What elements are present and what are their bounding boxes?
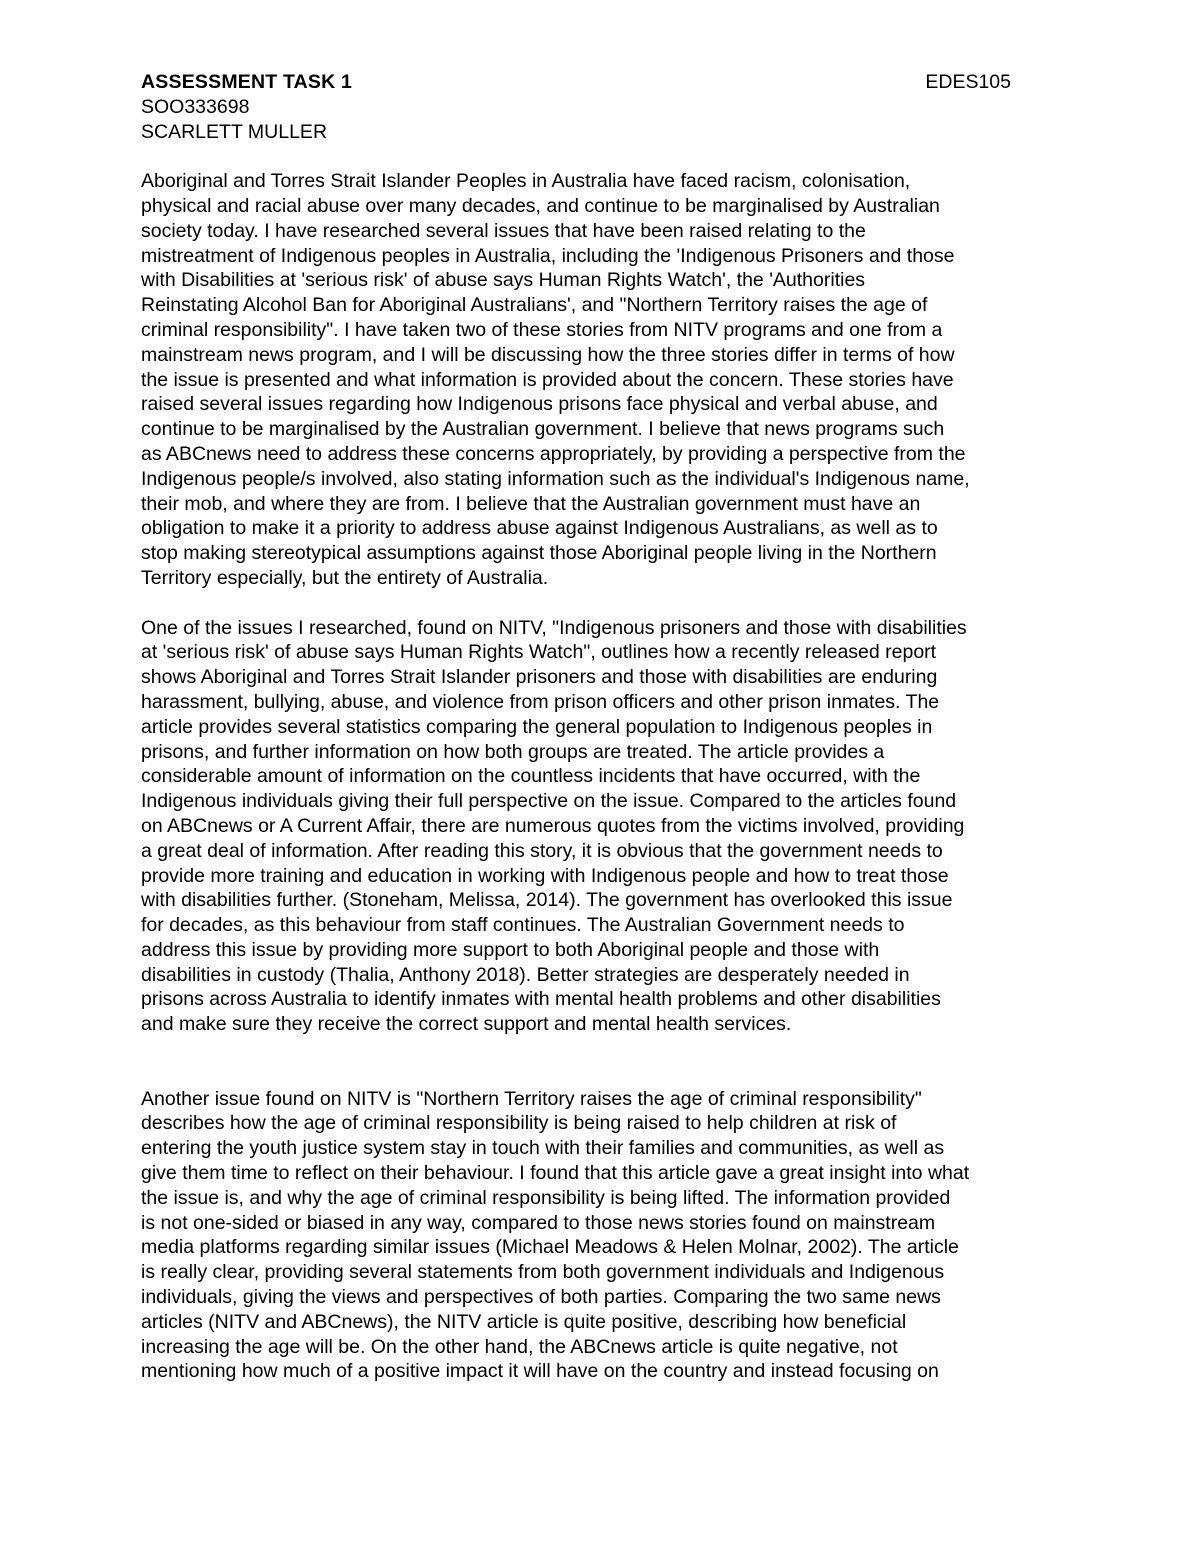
spacer: [141, 591, 1063, 616]
document-header: [141, 70, 1011, 95]
assessment-title: ASSESSMENT TASK 1: [141, 71, 353, 93]
course-code: EDES105: [925, 71, 1011, 93]
paragraph-intro: Aboriginal and Torres Strait Islander Peoples in Australia have faced racism, colonisation, physical and racial abuse over many decades, and continue to be marginalised by Australian society today. I have researched several issues that have been raised relating to the mistreatment of Indigenous peoples in Australia, including the 'Indigenous Prisoners and those with Disabilities at 'serious risk' of abuse says Human Rights Watch', the 'Authorities Reinstating Alcohol Ban for Aboriginal Australians', and "Northern Territory raises the age of criminal responsibility". I have taken two of these stories from NITV programs and one from a mainstream news program, and I will be discussing how the three stories differ in terms of how the issue is presented and what information is provided about the concern. These stories have raised several issues regarding how Indigenous prisons face physical and verbal abuse, and continue to be marginalised by the Australian government. I believe that news programs such as ABCnews need to address these concerns appropriately, by providing a perspective from the Indigenous people/s involved, also stating information such as the individual's Indigenous name, their mob, and where they are from. I believe that the Australian government must have an obligation to make it a priority to address abuse against Indigenous Australians, as well as to stop making stereotypical assumptions against those Aboriginal people living in the Northern Territory especially, but the entirety of Australia.: [141, 170, 970, 589]
document-body: [141, 70, 1063, 1384]
paragraph-prisoners-issue: One of the issues I researched, found on NITV, "Indigenous prisoners and those with disabilities at 'serious risk' of abuse says Human Rights Watch", outlines how a recently released report shows Aboriginal and Torres Strait Islander prisoners and those with disabilities are enduring harassment, bullying, abuse, and violence from prison officers and other prison inmates. The article provides several statistics comparing the general population to Indigenous peoples in prisons, and further information on how both groups are treated. The article provides a considerable amount of information on the countless incidents that have occurred, with the Indigenous individuals giving their full perspective on the issue. Compared to the articles found on ABCnews or A Current Affair, there are numerous quotes from the victims involved, providing a great deal of information. After reading this story, it is obvious that the government needs to provide more training and education in working with Indigenous people and how to treat those with disabilities further. (Stoneham, Melissa, 2014). The government has overlooked this issue for decades, as this behaviour from staff continues. The Australian Government needs to address this issue by providing more support to both Aboriginal people and those with disabilities in custody (Thalia, Anthony 2018). Better strategies are desperately needed in prisons across Australia to identify inmates with mental health problems and other disabilities and make sure they receive the correct support and mental health services.: [141, 616, 967, 1036]
spacer: [141, 1037, 1063, 1087]
paragraph-criminal-responsibility: Another issue found on NITV is "Northern Territory raises the age of criminal responsibility" describes how the age of criminal responsibility is being raised to help children at risk of entering the youth justice system stay in touch with their families and communities, as well as give them time to reflect on their behaviour. I found that this article gave a great insight into what the issue is, and why the age of criminal responsibility is being lifted. The information provided is not one-sided or biased in any way, compared to those news stories found on mainstream media platforms regarding similar issues (Michael Meadows & Helen Molnar, 2002). The article is really clear, providing several statements from both government individuals and Indigenous individuals, giving the views and perspectives of both parties. Comparing the two same news articles (NITV and ABCnews), the NITV article is quite positive, describing how beneficial increasing the age will be. On the other hand, the ABCnews article is quite negative, not mentioning how much of a positive impact it will have on the country and instead focusing on: [141, 1087, 970, 1383]
student-name: SCARLETT MULLER: [141, 120, 328, 143]
student-id: SOO333698: [141, 95, 250, 118]
spacer: [141, 144, 1063, 169]
